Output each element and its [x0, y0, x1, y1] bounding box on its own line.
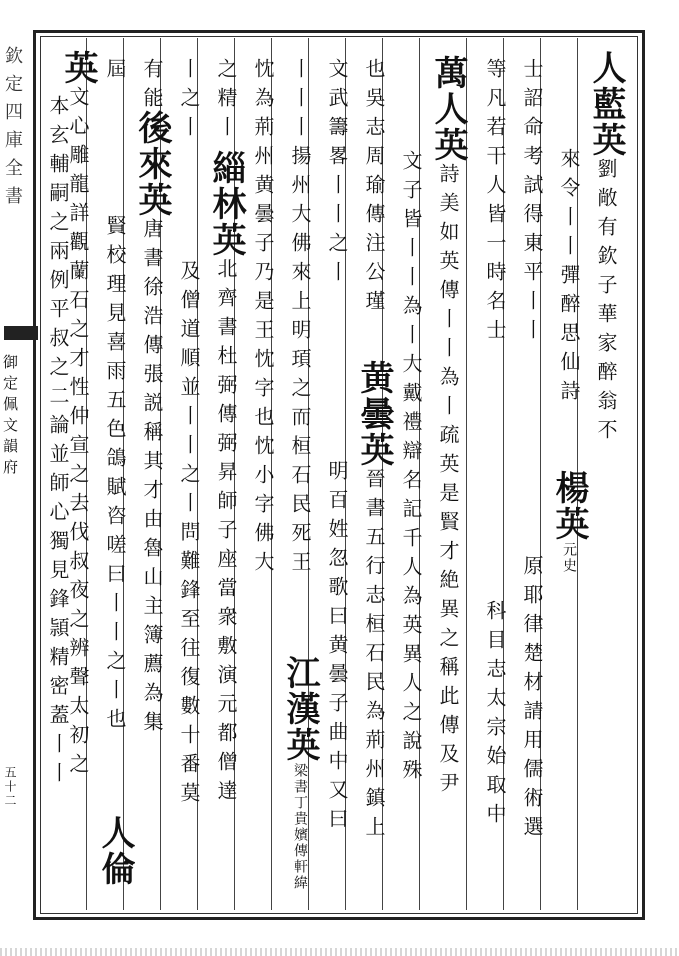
text-column — [588, 50, 624, 448]
spine-book-title: 御定佩文韻府 — [1, 354, 19, 480]
entry-text: 北齊書杜弼傳弼昇師子座當衆敷演元都僧達 — [214, 258, 238, 809]
entry-text: 科目志太宗始取中 — [483, 600, 507, 832]
entry-heading: 英 — [58, 50, 98, 86]
text-column — [97, 815, 133, 887]
entry-text: 劉敞有欽子華家醉翁不 — [594, 158, 618, 448]
book-spine — [0, 36, 40, 912]
text-column — [477, 58, 513, 348]
entry-heading: 人藍英 — [586, 50, 626, 158]
entry-text: 文子皆丨丨為丨大戴禮辯名記千人為英異人之說殊 — [399, 150, 423, 788]
entry-text: 屆 — [103, 58, 127, 87]
text-column — [477, 600, 513, 832]
entry-text: 文武籌畧丨丨之丨 — [325, 58, 349, 290]
text-column — [208, 150, 244, 809]
entry-heading: 江漢英 — [280, 655, 320, 763]
entry-heading: 楊英 — [549, 470, 589, 542]
text-column — [282, 655, 318, 891]
entry-text: 晉書五行志桓石民為荊州鎮上 — [362, 468, 386, 845]
entry-heading: 人倫 — [95, 815, 135, 887]
entry-heading: 緇林英 — [206, 150, 246, 258]
text-column — [97, 58, 133, 87]
entry-text: 原耶律楚材請用儒術選 — [520, 555, 544, 845]
entry-text: 丨之丨 — [177, 58, 201, 145]
text-column — [551, 148, 587, 409]
text-column — [356, 58, 392, 319]
scan-noise-strip — [0, 948, 679, 956]
entry-text: 梁書丁貴嬪傳軒緯 — [292, 763, 308, 891]
text-column — [171, 58, 207, 145]
text-column — [282, 58, 318, 580]
text-column — [356, 360, 392, 845]
spine-black-band — [4, 326, 38, 340]
entry-text: 元史 — [561, 542, 577, 574]
entry-text: 士詔命考試得東平丨丨 — [520, 58, 544, 348]
entry-heading: 後來英 — [132, 110, 172, 218]
entry-text: 詩美如英傳丨丨為丨疏英是賢才絶異之稱此傳及尹 — [436, 163, 460, 801]
text-column — [40, 95, 76, 791]
text-column — [134, 58, 170, 116]
text-column — [97, 215, 133, 737]
entry-text: 有能 — [140, 58, 164, 116]
entry-text: 之精丨 — [214, 58, 238, 145]
text-column — [134, 110, 170, 740]
entry-text: 明百姓忽歌曰黄曇子曲中又曰 — [325, 460, 349, 837]
entry-text: 及僧道順並丨丨之丨問難鋒至往復數十番莫 — [177, 260, 201, 811]
text-column — [319, 58, 355, 290]
entry-text: 本玄輔嗣之兩例平叔之二論並師心獨見鋒頴精密蓋丨丨 — [46, 95, 70, 791]
column-rule — [466, 38, 467, 910]
text-column — [208, 58, 244, 145]
spine-collection-title: 欽定四庫全書 — [2, 46, 23, 214]
entry-text: 也吳志周瑜傳注公瑾 — [362, 58, 386, 319]
text-column — [393, 150, 429, 788]
entry-text: 等凡若干人皆一時名士 — [483, 58, 507, 348]
text-column — [245, 58, 281, 580]
entry-text: 丨丨丨揚州大佛來上明頊之而桓石民死王 — [288, 58, 312, 580]
entry-heading: 萬人英 — [428, 55, 468, 163]
text-column — [319, 460, 355, 837]
spine-page-number: 五十二 — [3, 766, 17, 808]
text-column — [171, 260, 207, 811]
text-column — [551, 470, 587, 574]
entry-heading: 黄曇英 — [354, 360, 394, 468]
text-column — [430, 55, 466, 801]
text-column — [514, 58, 550, 348]
entry-text: 賢校理見喜雨五色鴿賦咨嗟曰丨丨之丨也 — [103, 215, 127, 737]
entry-text: 唐書徐浩傳張説稱其才由魯山主簿薦為集 — [140, 218, 164, 740]
entry-text: 忱為荊州黄曇子乃是王忱字也忱小字佛大 — [251, 58, 275, 580]
text-column — [514, 555, 550, 845]
entry-text: 文心雕龍詳觀蘭石之才性仲宣之去伐叔夜之辨聲太初之 — [66, 86, 90, 782]
entry-text: 來令丨丨彈醉思仙詩 — [557, 148, 581, 409]
